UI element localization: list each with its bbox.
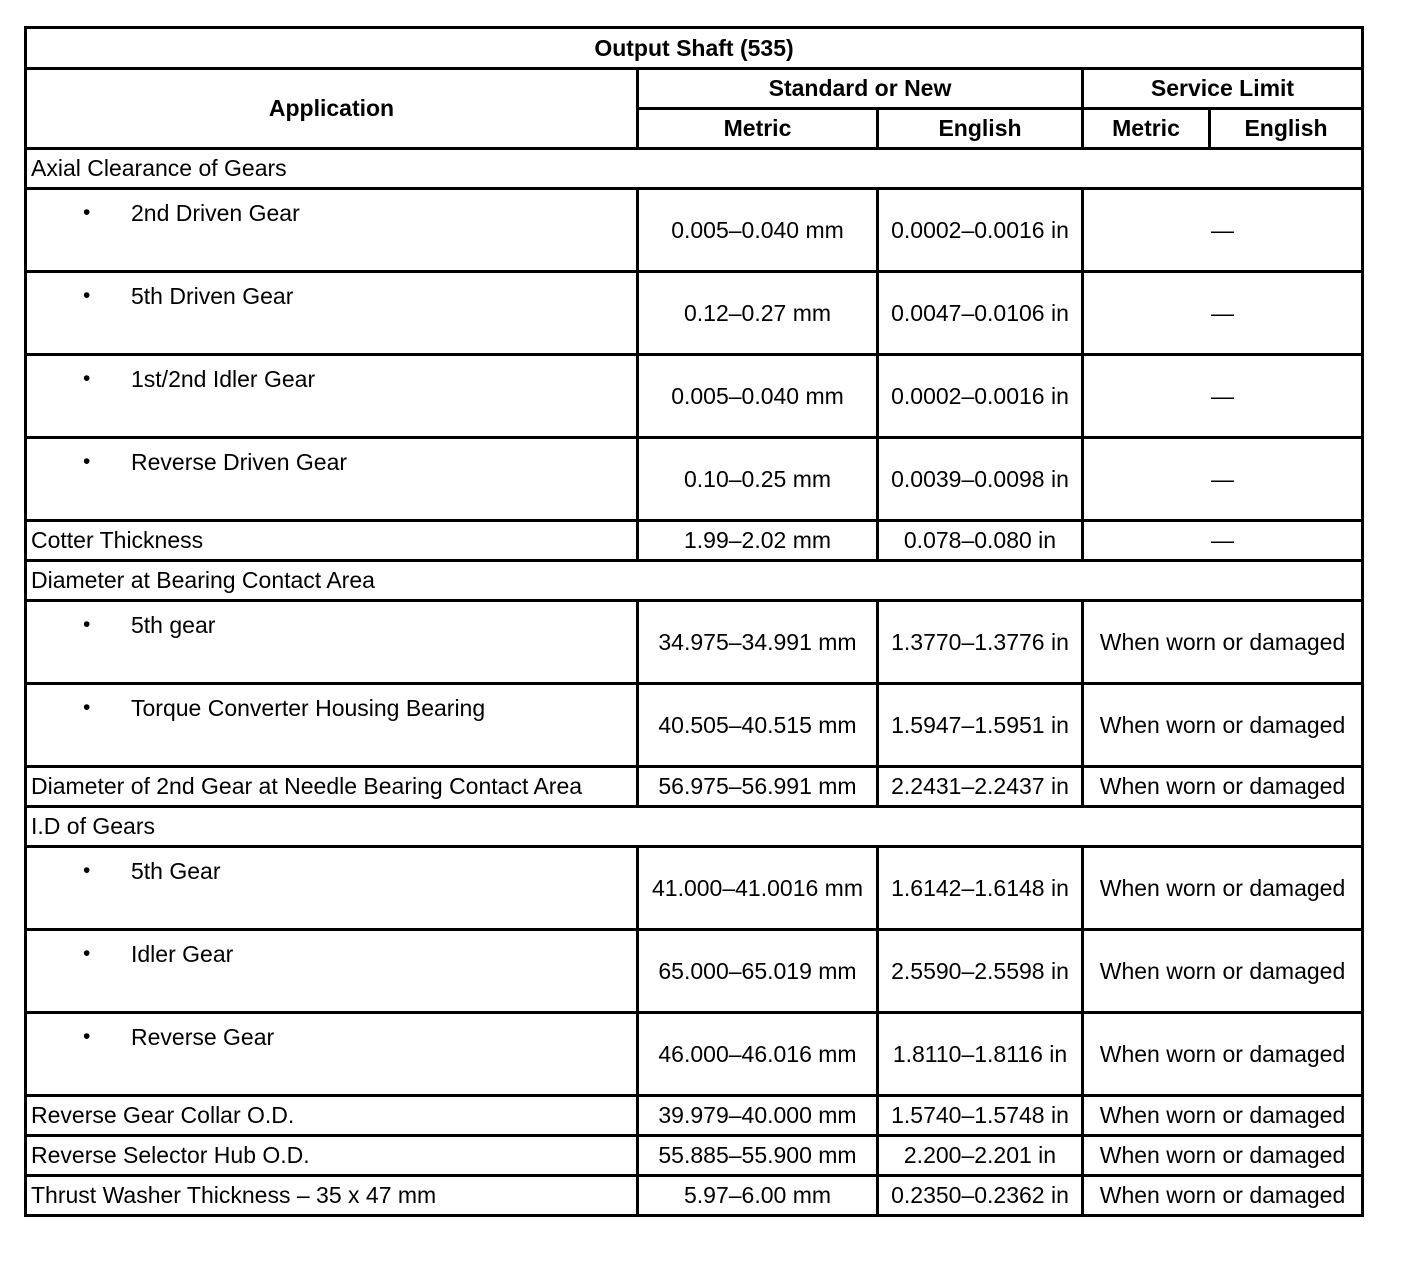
table-row bbox=[26, 767, 1363, 807]
bullet: • bbox=[83, 284, 91, 307]
service-limit-value: When worn or damaged bbox=[1083, 601, 1363, 684]
bullet: • bbox=[83, 450, 91, 473]
service-limit-value: When worn or damaged bbox=[1083, 767, 1363, 807]
english-value: 1.6142–1.6148 in bbox=[878, 847, 1083, 930]
english-value: 0.0039–0.0098 in bbox=[878, 438, 1083, 521]
standard-or-new-header: Standard or New bbox=[638, 69, 1083, 109]
service-metric-header: Metric bbox=[1083, 109, 1210, 149]
row-label: Reverse Selector Hub O.D. bbox=[26, 1136, 638, 1176]
bullet: • bbox=[83, 201, 91, 224]
metric-value: 5.97–6.00 mm bbox=[638, 1176, 878, 1216]
table-row bbox=[26, 521, 1363, 561]
service-limit-value: — bbox=[1083, 272, 1363, 355]
table-row bbox=[26, 1136, 1363, 1176]
table-row bbox=[26, 438, 1363, 521]
section-axial-clearance: Axial Clearance of Gears bbox=[26, 149, 1363, 189]
table-row bbox=[26, 355, 1363, 438]
row-label: Diameter of 2nd Gear at Needle Bearing Contact Area bbox=[26, 767, 638, 807]
metric-value: 0.005–0.040 mm bbox=[638, 189, 878, 272]
metric-value: 46.000–46.016 mm bbox=[638, 1013, 878, 1096]
application-cell bbox=[26, 1013, 638, 1096]
application-cell bbox=[26, 930, 638, 1013]
application-cell bbox=[26, 601, 638, 684]
english-value: 0.2350–0.2362 in bbox=[878, 1176, 1083, 1216]
metric-value: 0.005–0.040 mm bbox=[638, 355, 878, 438]
application-cell bbox=[26, 272, 638, 355]
table-row bbox=[26, 601, 1363, 684]
metric-value: 1.99–2.02 mm bbox=[638, 521, 878, 561]
service-limit-value: — bbox=[1083, 355, 1363, 438]
section-gear-inner-diameter: I.D of Gears bbox=[26, 807, 1363, 847]
table-row bbox=[26, 1013, 1363, 1096]
english-value: 1.3770–1.3776 in bbox=[878, 601, 1083, 684]
service-limit-value: — bbox=[1083, 521, 1363, 561]
service-limit-value: When worn or damaged bbox=[1083, 684, 1363, 767]
row-label: Idler Gear bbox=[131, 941, 234, 967]
metric-value: 40.505–40.515 mm bbox=[638, 684, 878, 767]
table-row bbox=[26, 930, 1363, 1013]
standard-metric-header: Metric bbox=[638, 109, 878, 149]
output-shaft-spec-table bbox=[24, 26, 1364, 1217]
section-bearing-contact-diameter: Diameter at Bearing Contact Area bbox=[26, 561, 1363, 601]
english-value: 0.0047–0.0106 in bbox=[878, 272, 1083, 355]
row-label: 1st/2nd Idler Gear bbox=[131, 366, 316, 392]
service-limit-value: When worn or damaged bbox=[1083, 1096, 1363, 1136]
row-label: 5th gear bbox=[131, 612, 216, 638]
bullet: • bbox=[83, 367, 91, 390]
metric-value: 55.885–55.900 mm bbox=[638, 1136, 878, 1176]
row-label: Torque Converter Housing Bearing bbox=[131, 695, 486, 721]
row-label: Reverse Gear bbox=[131, 1024, 275, 1050]
service-limit-value: When worn or damaged bbox=[1083, 1136, 1363, 1176]
table-row bbox=[26, 272, 1363, 355]
table-row bbox=[26, 1096, 1363, 1136]
service-limit-value: When worn or damaged bbox=[1083, 1013, 1363, 1096]
application-cell bbox=[26, 355, 638, 438]
metric-value: 34.975–34.991 mm bbox=[638, 601, 878, 684]
bullet: • bbox=[83, 942, 91, 965]
bullet: • bbox=[83, 613, 91, 636]
english-value: 1.5947–1.5951 in bbox=[878, 684, 1083, 767]
table-row bbox=[26, 684, 1363, 767]
english-value: 0.078–0.080 in bbox=[878, 521, 1083, 561]
application-cell bbox=[26, 847, 638, 930]
bullet: • bbox=[83, 696, 91, 719]
service-limit-value: When worn or damaged bbox=[1083, 1176, 1363, 1216]
table-row bbox=[26, 1176, 1363, 1216]
bullet: • bbox=[83, 859, 91, 882]
row-label: 5th Gear bbox=[131, 858, 221, 884]
service-limit-value: When worn or damaged bbox=[1083, 930, 1363, 1013]
standard-english-header: English bbox=[878, 109, 1083, 149]
application-cell bbox=[26, 189, 638, 272]
metric-value: 0.12–0.27 mm bbox=[638, 272, 878, 355]
table-row bbox=[26, 189, 1363, 272]
english-value: 2.2431–2.2437 in bbox=[878, 767, 1083, 807]
metric-value: 39.979–40.000 mm bbox=[638, 1096, 878, 1136]
service-limit-header: Service Limit bbox=[1083, 69, 1363, 109]
service-limit-value: — bbox=[1083, 438, 1363, 521]
english-value: 0.0002–0.0016 in bbox=[878, 189, 1083, 272]
row-label: Reverse Driven Gear bbox=[131, 449, 348, 475]
english-value: 2.200–2.201 in bbox=[878, 1136, 1083, 1176]
application-cell bbox=[26, 438, 638, 521]
row-label: Reverse Gear Collar O.D. bbox=[26, 1096, 638, 1136]
table-row bbox=[26, 847, 1363, 930]
table-title: Output Shaft (535) bbox=[26, 28, 1363, 69]
service-english-header: English bbox=[1210, 109, 1363, 149]
row-label: 5th Driven Gear bbox=[131, 283, 294, 309]
application-header: Application bbox=[26, 69, 638, 149]
metric-value: 41.000–41.0016 mm bbox=[638, 847, 878, 930]
service-limit-value: — bbox=[1083, 189, 1363, 272]
english-value: 2.5590–2.5598 in bbox=[878, 930, 1083, 1013]
english-value: 1.8110–1.8116 in bbox=[878, 1013, 1083, 1096]
row-label: Cotter Thickness bbox=[26, 521, 638, 561]
english-value: 0.0002–0.0016 in bbox=[878, 355, 1083, 438]
row-label: Thrust Washer Thickness – 35 x 47 mm bbox=[26, 1176, 638, 1216]
row-label: 2nd Driven Gear bbox=[131, 200, 300, 226]
bullet: • bbox=[83, 1025, 91, 1048]
metric-value: 65.000–65.019 mm bbox=[638, 930, 878, 1013]
english-value: 1.5740–1.5748 in bbox=[878, 1096, 1083, 1136]
service-limit-value: When worn or damaged bbox=[1083, 847, 1363, 930]
application-cell bbox=[26, 684, 638, 767]
metric-value: 0.10–0.25 mm bbox=[638, 438, 878, 521]
metric-value: 56.975–56.991 mm bbox=[638, 767, 878, 807]
